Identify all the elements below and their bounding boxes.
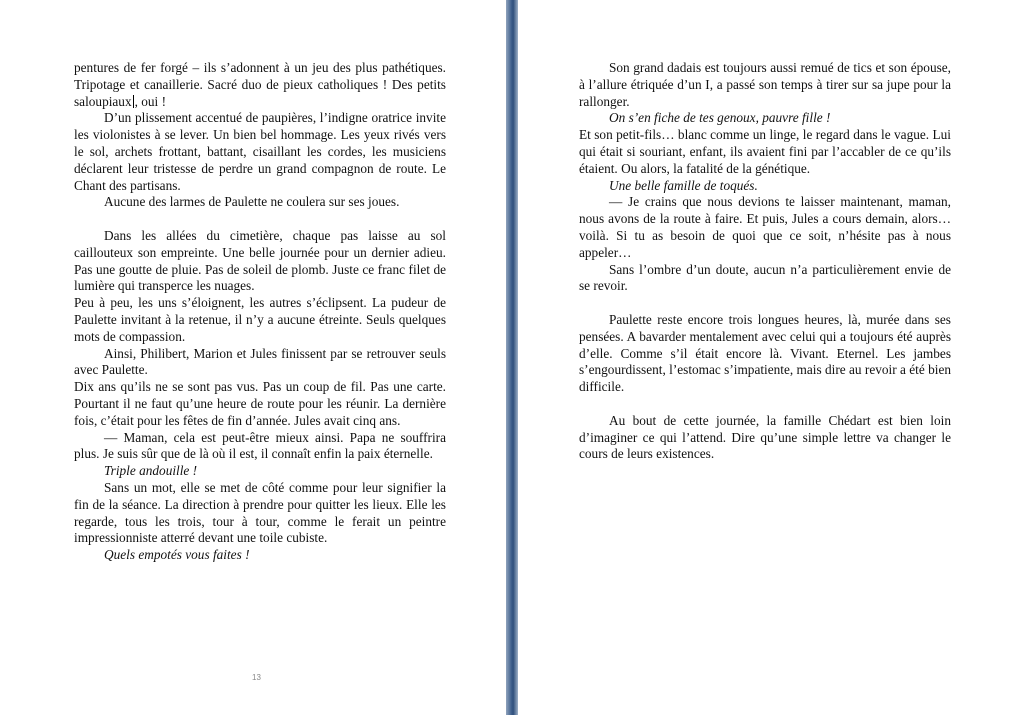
right-page bbox=[518, 0, 1024, 715]
paragraph: Au bout de cette journée, la famille Chédart est bien loin d’imaginer ce qui l’attend. Dire qu’une simple lettre va changer le cours de leurs existences. bbox=[579, 412, 951, 462]
paragraph: Quels empotés vous faites ! bbox=[104, 547, 250, 563]
paragraph bbox=[579, 396, 951, 413]
paragraph: pentures de fer forgé – ils s’adonnent à un jeu des plus pathétiques. Tripotage et canaillerie. Sacré duo de pieux catholiques ! Des petits saloupiaux , oui ! bbox=[74, 60, 446, 109]
left-page-text bbox=[74, 60, 446, 564]
paragraph: Ainsi, Philibert, Marion et Jules finissent par se retrouver seuls avec Paulette. bbox=[74, 345, 446, 378]
paragraph: Sans l’ombre d’un doute, aucun n’a particulièrement envie de se revoir. bbox=[579, 261, 951, 294]
text-cursor bbox=[133, 95, 134, 108]
paragraph: Triple andouille ! bbox=[104, 463, 198, 479]
paragraph: Dans les allées du cimetière, chaque pas laisse au sol caillouteux son empreinte. Une belle journée pour un dernier adieu. Pas une goutte de pluie. Pas de soleil de plomb. Juste ce franc filet de lumière qui transperce les nuages. bbox=[74, 227, 446, 294]
paragraph: Peu à peu, les uns s’éloignent, les autres s’éclipsent. La pudeur de Paulette invitant à la retenue, il n’y a aucune étreinte. Seuls quelques mots de compassion. bbox=[74, 295, 446, 344]
right-page-text bbox=[579, 60, 951, 463]
paragraph bbox=[579, 295, 951, 312]
page-number: 13 bbox=[252, 673, 261, 682]
paragraph: Son grand dadais est toujours aussi remué de tics et son épouse, à l’allure étriquée d’un I, a passé son temps à tirer sur sa jupe pour la rallonger. bbox=[579, 60, 951, 109]
paragraph: Sans un mot, elle se met de côté comme pour leur signifier la fin de la séance. La direction à prendre pour quitter les lieux. Elle les regarde, tous les trois, tour à tour, comme le ferait un peintre impressionniste atterré devant une toile cubiste. bbox=[74, 479, 446, 546]
paragraph: On s’en fiche de tes genoux, pauvre fille ! bbox=[609, 110, 831, 126]
left-page bbox=[0, 0, 506, 715]
paragraph: D’un plissement accentué de paupières, l’indigne oratrice invite les violonistes à se lever. Un bien bel hommage. Les yeux rivés vers le sol, archets frottant, battant, cisaillant les cordes, les musiciens déclarent leur tristesse de perdre un grand compagnon de route. Le Chant des partisans. bbox=[74, 110, 446, 193]
paragraph: Dix ans qu’ils ne se sont pas vus. Pas un coup de fil. Pas une carte. Pourtant il ne faut qu’une heure de route pour les réunir. La dernière fois, c’était pour les fêtes de fin d’année. Jules avait cinq ans. bbox=[74, 379, 446, 428]
paragraph bbox=[74, 211, 446, 228]
paragraph: — Maman, cela est peut-être mieux ainsi. Papa ne souffrira plus. Je suis sûr que de là où il est, il connaît enfin la paix éternelle. bbox=[74, 429, 446, 462]
paragraph: Paulette reste encore trois longues heures, là, murée dans ses pensées. A bavarder mentalement avec celui qui a toujours été auprès d’elle. Comme s’il était encore là. Vivant. Eternel. Les jambes s’engourdissent, l’estomac s’impatiente, mais dire au revoir a été bien difficile. bbox=[579, 311, 951, 395]
paragraph: Et son petit-fils… blanc comme un linge, le regard dans le vague. Lui qui était si souriant, enfant, ils avaient fini par l’accabler de ce qu’ils étaient. Ou alors, la fatalité de la génétique. bbox=[579, 127, 951, 176]
page-gutter bbox=[506, 0, 518, 715]
paragraph: Aucune des larmes de Paulette ne coulera sur ses joues. bbox=[104, 194, 400, 210]
paragraph: Une belle famille de toqués. bbox=[609, 177, 758, 193]
paragraph: — Je crains que nous devions te laisser maintenant, maman, nous avons de la route à faire. Et puis, Jules a cours demain, alors… voilà. Si tu as besoin de quoi que ce soit, n’hésite pas à nous appeler… bbox=[579, 194, 951, 260]
